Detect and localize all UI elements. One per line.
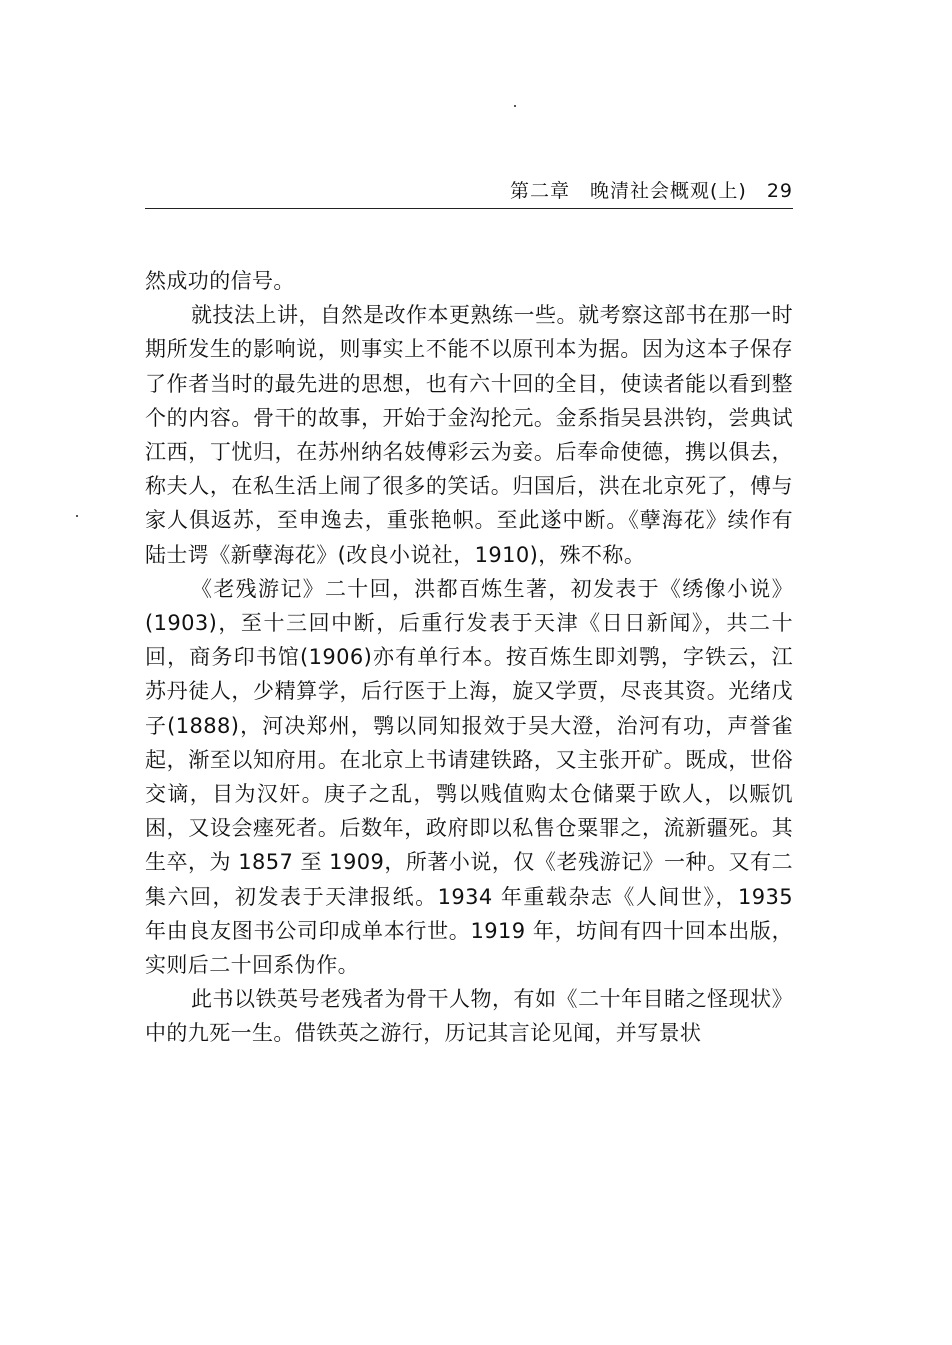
paragraph-tieying: 此书以铁英号老残者为骨干人物，有如《二十年目睹之怪现状》中的九死一生。借铁英之游行，历记其言论见闻，并写景状 <box>145 987 793 1046</box>
paragraph-laocan-youji: 《老残游记》二十回，洪都百炼生著，初发表于《绣像小说》(1903)，至十三回中断，后重行发表于天津《日日新闻》，共二十回，商务印书馆(1906)亦有单行本。按百炼生即刘鹗，字铁云，江苏丹徒人，少精算学，后行医于上海，旋又学贾，尽丧其资。光绪戊子(1888)，河决郑州，鹗以同知报效于吴大澄，治河有功，声誉雀起，渐至以知府用。在北京上书请建铁路，又主张开矿。既成，世俗交谪，目为汉奸。庚子之乱，鹗以贱值购太仓储粟于欧人，以赈饥困，又设会瘗死者。后数年，政府即以私售仓粟罪之，流新疆死。其生卒，为 1857 至 1909，所著小说，仅《老残游记》一种。又有二集六回，初发表于天津报纸。1934 年重载杂志《人间世》，1935 年由良友图书公司印成单本行世。1919 年，坊间有四十回本出版，实则后二十回系伪作。 <box>145 576 793 978</box>
body-text <box>145 264 793 1051</box>
paragraph-technique: 就技法上讲，自然是改作本更熟练一些。就考察这部书在那一时期所发生的影响说，则事实上不能不以原刊本为据。因为这本子保存了作者当时的最先进的思想，也有六十回的全目，使读者能以看到整个的内容。骨干的故事，开始于金沟抡元。金系指吴县洪钧，尝典试江西，丁忧归，在苏州纳名妓傅彩云为妾。后奉命使德，携以俱去，称夫人，在私生活上闹了很多的笑话。归国后，洪在北京死了，傅与家人俱返苏，至申逸去，重张艳帜。至此遂中断。《孽海花》续作有陆士谔《新孽海花》(改良小说社，1910)，殊不称。 <box>145 303 793 567</box>
scan-speck <box>514 105 516 107</box>
chapter-label: 第二章 <box>509 180 570 202</box>
running-head <box>145 178 793 204</box>
page-number: 29 <box>766 180 793 202</box>
chapter-title: 晚清社会概观(上) <box>589 180 747 202</box>
scan-speck <box>76 515 78 517</box>
header-rule <box>145 208 793 209</box>
paragraph-continuation: 然成功的信号。 <box>145 269 295 293</box>
